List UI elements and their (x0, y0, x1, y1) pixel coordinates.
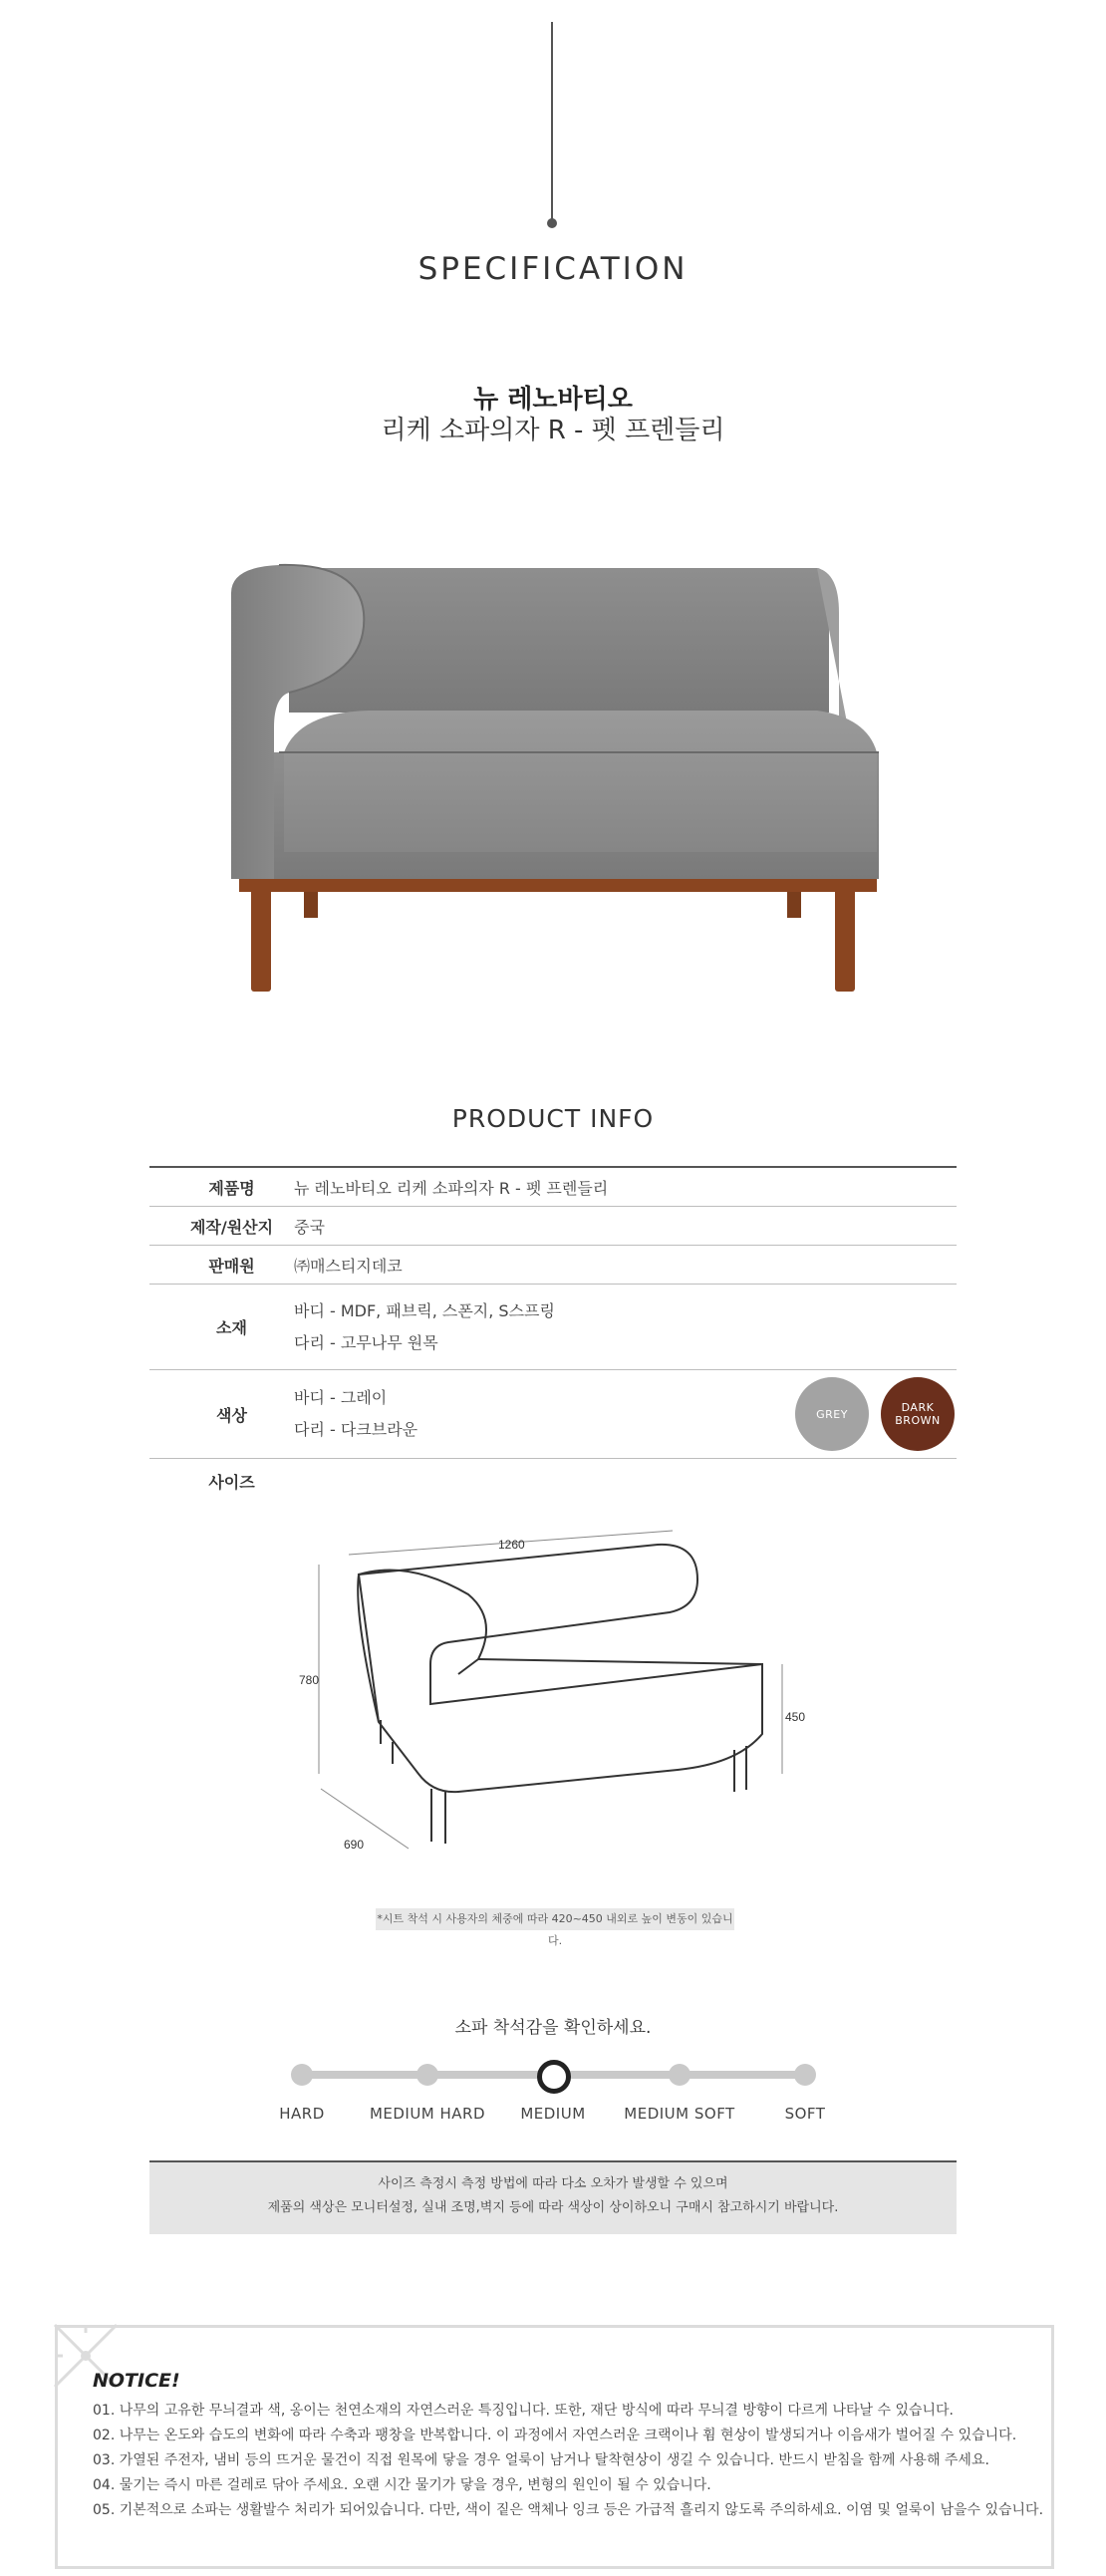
info-value (294, 1295, 957, 1359)
dimension-drawing (299, 1525, 806, 1893)
dim-width: 1260 (498, 1538, 525, 1552)
product-info-title: PRODUCT INFO (451, 1104, 655, 1133)
notice-item: 05. 기본적으로 소파는 생활발수 처리가 되어있습니다. 다만, 색이 짙은 액체나 잉크 등은 가급적 흘리지 않도록 주의하세요. 이염 및 얼룩이 남을수 있습니다. (93, 2502, 1044, 2518)
firmness-label-medium-hard: MEDIUM HARD (369, 2105, 486, 2123)
info-value (294, 1382, 783, 1446)
product-photo (219, 553, 897, 1002)
firmness-dot-medium-hard (416, 2064, 438, 2086)
info-row-origin (149, 1207, 957, 1246)
section-title: SPECIFICATION (417, 251, 689, 287)
brand-name: 뉴 레노바티오 (473, 385, 633, 415)
notice-item: 03. 가열된 주전자, 냄비 등의 뜨거운 물건이 직접 원목에 닿을 경우 얼룩이 남거나 탈착현상이 생길 수 있습니다. 반드시 받침을 함께 사용해 주세요. (93, 2452, 989, 2468)
firmness-label-hard: HARD (279, 2105, 325, 2123)
color-legs: 다리 - 다크브라운 (294, 1420, 418, 1439)
notice-item: 01. 나무의 고유한 무늬결과 색, 옹이는 천연소재의 자연스러운 특징입니다. 또한, 재단 방식에 따라 무늬결 방향이 다르게 나타날 수 있습니다. (93, 2403, 954, 2419)
swatch-dark-brown: DARK BROWN (881, 1377, 955, 1451)
info-row-size (149, 1459, 957, 1503)
firmness-dot-hard (291, 2064, 313, 2086)
notice-item: 02. 나무는 온도와 습도의 변화에 따라 수축과 팽창을 반복합니다. 이 과정에서 자연스러운 크랙이나 휨 현상이 발생되거나 이음새가 벌어질 수 있습니다. (93, 2428, 1017, 2443)
info-label: 제품명 (208, 1178, 255, 1198)
info-label: 판매원 (208, 1256, 255, 1276)
firmness-dot-medium-soft (669, 2064, 691, 2086)
caution-line-2: 제품의 색상은 모니터설정, 실내 조명,벽지 등에 따라 색상이 상이하오니 구매시 참고하시기 바랍니다. (267, 2200, 839, 2215)
firmness-label-medium-soft: MEDIUM SOFT (624, 2105, 735, 2123)
notice-title: NOTICE! (93, 2370, 180, 2392)
material-body: 바디 - MDF, 패브릭, 스폰지, S스프링 (294, 1300, 555, 1320)
product-name: 리케 소파의자 R - 펫 프렌들리 (381, 416, 725, 445)
info-label: 제작/원산지 (189, 1217, 274, 1237)
product-info-table (149, 1166, 957, 1503)
notice-list (93, 2399, 1044, 2523)
firmness-dot-soft (794, 2064, 816, 2086)
decorative-dot (547, 218, 557, 228)
info-value: ㈜매스티지데코 (294, 1256, 403, 1276)
info-value: 뉴 레노바티오 리케 소파의자 R - 펫 프렌들리 (294, 1178, 609, 1198)
firmness-dot-medium-selected (537, 2060, 571, 2094)
swatch-grey: GREY (795, 1377, 869, 1451)
material-legs: 다리 - 고무나무 원목 (294, 1332, 438, 1352)
info-row-color (149, 1370, 957, 1459)
size-note: *시트 착석 시 사용자의 체중에 따라 420~450 내외로 높이 변동이 있습니다. (376, 1908, 734, 1930)
dim-depth: 690 (344, 1838, 365, 1852)
dim-seat-height: 450 (785, 1710, 806, 1724)
info-row-material (149, 1285, 957, 1370)
info-label: 사이즈 (208, 1472, 255, 1492)
dim-height: 780 (299, 1673, 320, 1687)
caution-line-1: 사이즈 측정시 측정 방법에 따라 다소 오차가 발생할 수 있으며 (378, 2176, 728, 2191)
caution-box (149, 2162, 957, 2234)
info-value: 중국 (294, 1217, 325, 1237)
info-row-name (149, 1168, 957, 1207)
firmness-label-soft: SOFT (784, 2105, 826, 2123)
info-row-seller (149, 1246, 957, 1285)
firmness-label-medium: MEDIUM (520, 2105, 586, 2123)
info-label: 소재 (216, 1318, 247, 1337)
firmness-title: 소파 착석감을 확인하세요. (454, 2018, 652, 2038)
info-label: 색상 (216, 1405, 247, 1425)
decorative-line (551, 22, 553, 221)
color-body: 바디 - 그레이 (294, 1388, 388, 1407)
notice-item: 04. 물기는 즉시 마른 걸레로 닦아 주세요. 오랜 시간 물기가 닿을 경우, 변형의 원인이 될 수 있습니다. (93, 2477, 711, 2493)
